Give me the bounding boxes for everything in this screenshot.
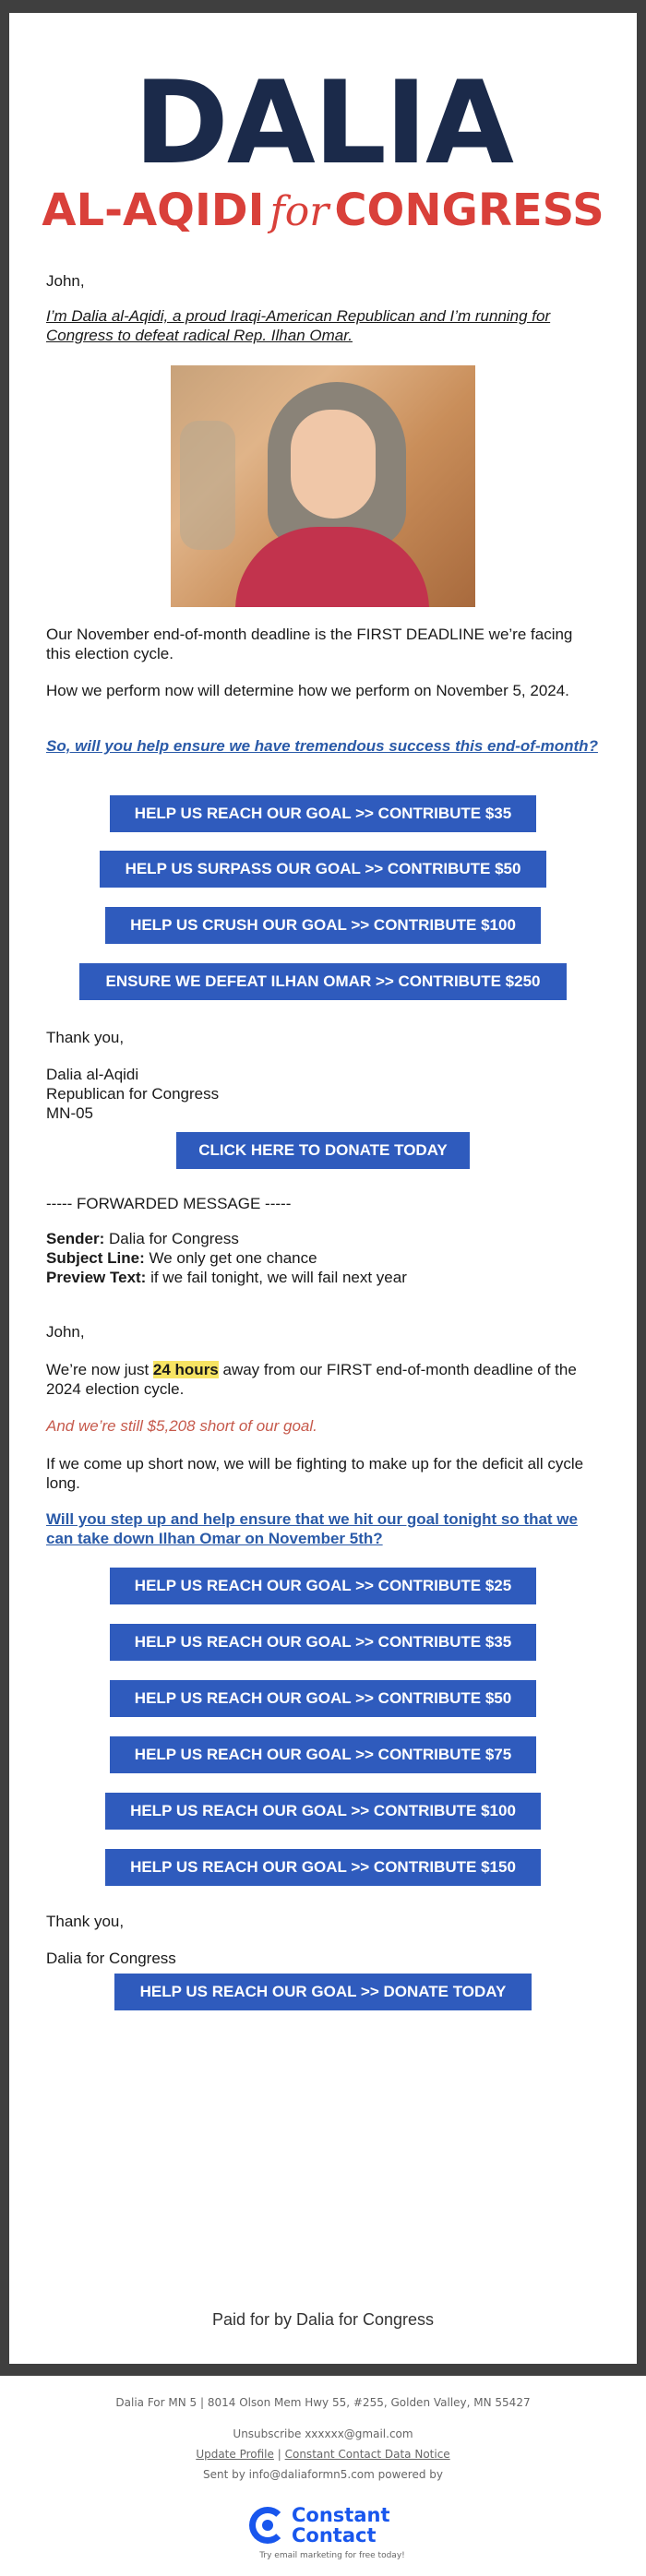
forwarded-subject (46, 1248, 600, 1268)
subject-value: We only get one chance (149, 1249, 317, 1267)
constant-contact-logo[interactable] (249, 2504, 415, 2560)
contribute-50-button-2[interactable]: HELP US REACH OUR GOAL >> CONTRIBUTE $50 (110, 1680, 536, 1717)
deadline-paragraph: Our November end-of-month deadline is the FIRST DEADLINE we’re facing this election cycle. (46, 626, 573, 662)
forwarded-preview (46, 1268, 600, 1287)
deficit-paragraph: If we come up short now, we will be fighting to make up for the deficit all cycle long. (46, 1455, 584, 1492)
hours-after: away from our FIRST end-of-month deadline of the 2024 election cycle. (46, 1361, 577, 1398)
logo-subtitle (9, 185, 637, 238)
update-profile-link[interactable]: Update Profile (196, 2448, 274, 2461)
hours-highlight: 24 hours (152, 1361, 219, 1378)
donate-today-button-2[interactable]: HELP US REACH OUR GOAL >> DONATE TODAY (114, 1974, 532, 2010)
cc-word-2: Contact (292, 2524, 377, 2546)
contribute-150-button[interactable]: HELP US REACH OUR GOAL >> CONTRIBUTE $150 (105, 1849, 541, 1886)
footer-separator: | (277, 2448, 281, 2461)
sender-value: Dalia for Congress (109, 1230, 239, 1247)
footer-links (0, 2448, 646, 2461)
signature-district: MN-05 (46, 1104, 94, 1122)
subject-label: Subject Line: (46, 1249, 145, 1267)
email-footer (0, 2376, 646, 2576)
hours-paragraph (46, 1360, 600, 1399)
candidate-photo (171, 365, 475, 607)
contribute-100-button[interactable]: HELP US CRUSH OUR GOAL >> CONTRIBUTE $100 (105, 907, 541, 944)
signature-2: Dalia for Congress (46, 1950, 176, 1967)
step-up-link[interactable]: Will you step up and help ensure that we hit our goal tonight so that we can take down Ilhan Omar on November 5th? (46, 1510, 578, 1547)
preview-value: if we fail tonight, we will fail next year (150, 1269, 407, 1286)
constant-contact-dot (262, 2520, 273, 2531)
constant-contact-tagline: Try email marketing for free today! (259, 2551, 405, 2560)
performance-paragraph: How we perform now will determine how we perform on November 5, 2024. (46, 682, 569, 699)
email-body (9, 13, 637, 2364)
signature-name: Dalia al-Aqidi (46, 1066, 139, 1083)
signature-title: Republican for Congress (46, 1085, 220, 1103)
forwarded-sender (46, 1229, 600, 1248)
thank-you-2: Thank you, (46, 1913, 125, 1930)
intro-link[interactable]: I’m Dalia al-Aqidi, a proud Iraqi-American Republican and I’m running for Congress to defeat radical Rep. Ilhan Omar. (46, 307, 551, 344)
greeting: John, (46, 272, 85, 290)
logo-sub-for: for (269, 188, 329, 235)
contribute-100-button-2[interactable]: HELP US REACH OUR GOAL >> CONTRIBUTE $100 (105, 1793, 541, 1830)
donate-today-button[interactable]: CLICK HERE TO DONATE TODAY (176, 1132, 470, 1169)
contribute-250-button[interactable]: ENSURE WE DEFEAT ILHAN OMAR >> CONTRIBUTE $250 (79, 963, 567, 1000)
contribute-50-button[interactable]: HELP US SURPASS OUR GOAL >> CONTRIBUTE $50 (100, 851, 546, 888)
thank-you: Thank you, (46, 1029, 125, 1046)
unsubscribe-link[interactable]: Unsubscribe xxxxxx@gmail.com (233, 2427, 413, 2440)
preview-label: Preview Text: (46, 1269, 147, 1286)
greeting-2: John, (46, 1323, 85, 1341)
campaign-logo (9, 57, 637, 238)
logo-sub-left: AL-AQIDI (42, 185, 265, 236)
contribute-75-button[interactable]: HELP US REACH OUR GOAL >> CONTRIBUTE $75 (110, 1736, 536, 1773)
forwarded-header: ----- FORWARDED MESSAGE ----- (46, 1195, 292, 1212)
photo-face (291, 410, 376, 519)
photo-background (180, 421, 235, 550)
logo-sub-right: CONGRESS (334, 185, 604, 236)
contribute-35-button-2[interactable]: HELP US REACH OUR GOAL >> CONTRIBUTE $35 (110, 1624, 536, 1661)
cc-word-1: Constant (292, 2504, 390, 2526)
data-notice-link[interactable]: Constant Contact Data Notice (284, 2448, 450, 2461)
contribute-25-button[interactable]: HELP US REACH OUR GOAL >> CONTRIBUTE $25 (110, 1568, 536, 1604)
logo-name: DALIA (133, 57, 512, 190)
contribute-35-button[interactable]: HELP US REACH OUR GOAL >> CONTRIBUTE $35 (110, 795, 536, 832)
photo-shirt (235, 527, 429, 607)
sender-label: Sender: (46, 1230, 105, 1247)
sent-by: Sent by info@daliaformn5.com powered by (203, 2468, 443, 2481)
footer-address: Dalia For MN 5 | 8014 Olson Mem Hwy 55, #255, Golden Valley, MN 55427 (115, 2396, 531, 2409)
shortfall-text: And we’re still $5,208 short of our goal. (46, 1417, 317, 1435)
hours-before: We’re now just (46, 1361, 153, 1378)
ask-link[interactable]: So, will you help ensure we have tremendous success this end-of-month? (46, 737, 598, 755)
constant-contact-wordmark (292, 2505, 390, 2546)
paid-for-disclaimer: Paid for by Dalia for Congress (211, 2310, 435, 2329)
